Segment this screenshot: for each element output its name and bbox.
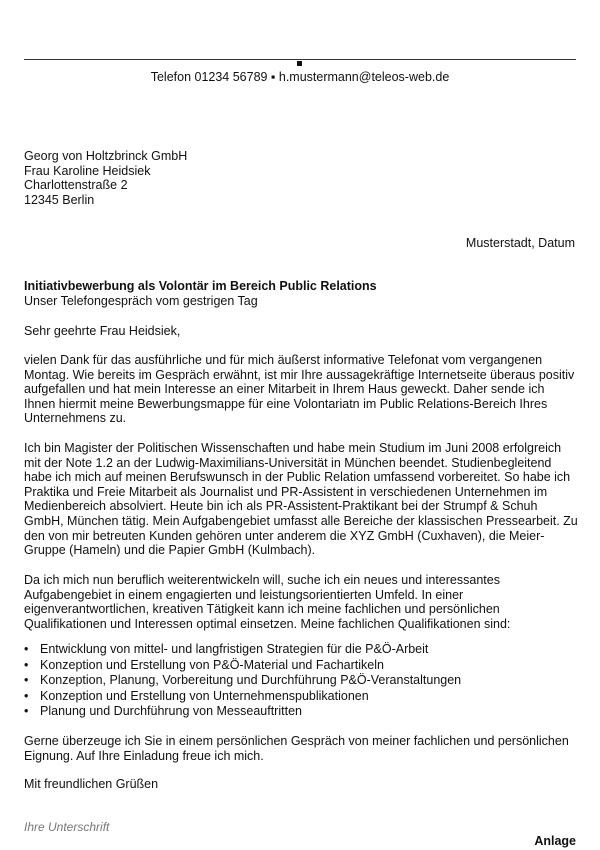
list-item: • Entwicklung von mittel- und langfristigen Strategien für die P&Ö-Arbeit bbox=[24, 642, 461, 658]
body-paragraph-1: vielen Dank für das ausführliche und für mich äußerst informative Telefonat vom vergangenen Montag. Wie bereits im Gespräch erwähnt, ist mir Ihre aussagekräftige Internetseite überaus positiv aufgefallen und hat mein Interesse an einer Mitarbeit in Ihrem Haus geweckt. Daher sende ich Ihnen hiermit meine Bewerbungsmappe für eine Volontariatn im Public Relations-Bereich Ihres Unternehmens zu. bbox=[24, 353, 575, 426]
subject-title: Initiativbewerbung als Volontär im Bereich Public Relations bbox=[24, 279, 377, 293]
closing: Mit freundlichen Grüßen bbox=[24, 777, 159, 791]
attachment-label: Anlage bbox=[534, 834, 576, 848]
list-item: • Konzeption, Planung, Vorbereitung und Durchführung P&Ö-Veranstaltungen bbox=[24, 673, 461, 689]
recipient-contact-person: Frau Karoline Heidsiek bbox=[24, 163, 151, 178]
subject-block bbox=[24, 279, 377, 309]
place-date: Musterstadt, Datum bbox=[465, 236, 575, 250]
recipient-city: 12345 Berlin bbox=[24, 192, 95, 207]
body-paragraph-2: Ich bin Magister der Politischen Wissenschaften und habe mein Studium im Juni 2008 erfolgreich mit der Note 1.2 an der Ludwig-Maximilians-Universität in München beendet. Studienbegleitend habe ich mich auf meinen Berufswunsch in der Public Relation umfassend vorbereitet. So habe ich Praktika und Freie Mitarbeit als Journalist und PR-Assistent in verschiedenen Unternehmen im Medienbereich absolviert. Heute bin ich als PR-Assistent-Praktikant bei der Strumpf & Schuh GmbH, München tätig. Mein Aufgabengebiet umfasst alle Bereiche der klassischen Pressearbeit. Zu den von mir betreuten Kunden gehören unter anderem die XYZ GmbH (Cuxhaven), die Meier-Gruppe (Hameln) und die Papier GmbH (Kulmbach). bbox=[24, 441, 578, 558]
header-divider bbox=[24, 59, 576, 60]
body-paragraph-4: Gerne überzeuge ich Sie in einem persönlichen Gespräch von meiner fachlichen und persönlichen Eignung. Auf Ihre Einladung freue ich mich. bbox=[24, 734, 569, 763]
salutation: Sehr geehrte Frau Heidsiek, bbox=[24, 324, 181, 338]
signature-placeholder: Ihre Unterschrift bbox=[24, 820, 110, 834]
subject-reference: Unser Telefongespräch vom gestrigen Tag bbox=[24, 294, 258, 308]
contact-line: Telefon 01234 56789 ▪ h.mustermann@teleos-web.de bbox=[150, 70, 450, 84]
recipient-street: Charlottenstraße 2 bbox=[24, 178, 128, 192]
list-item: • Planung und Durchführung von Messeauftritten bbox=[24, 704, 461, 720]
list-item: • Konzeption und Erstellung von P&Ö-Material und Fachartikeln bbox=[24, 658, 461, 674]
body-paragraph-3: Da ich mich nun beruflich weiterentwickeln will, suche ich ein neues und interessantes Aufgabengebiet in einem engagierten und leistungsorientierten Umfeld. In einer eigenverantwortlichen, kreativen Tätigkeit kann ich meine fachlichen und persönlichen Qualifikationen und Interessen optimal einsetzen. Meine fachlichen Qualifikationen sind: bbox=[24, 573, 511, 631]
list-item: • Konzeption und Erstellung von Unternehmenspublikationen bbox=[24, 689, 461, 705]
recipient-company: Georg von Holtzbrinck GmbH bbox=[24, 149, 188, 163]
recipient-address bbox=[24, 149, 187, 207]
qualifications-list bbox=[24, 642, 461, 720]
header-marker-icon bbox=[297, 61, 302, 66]
